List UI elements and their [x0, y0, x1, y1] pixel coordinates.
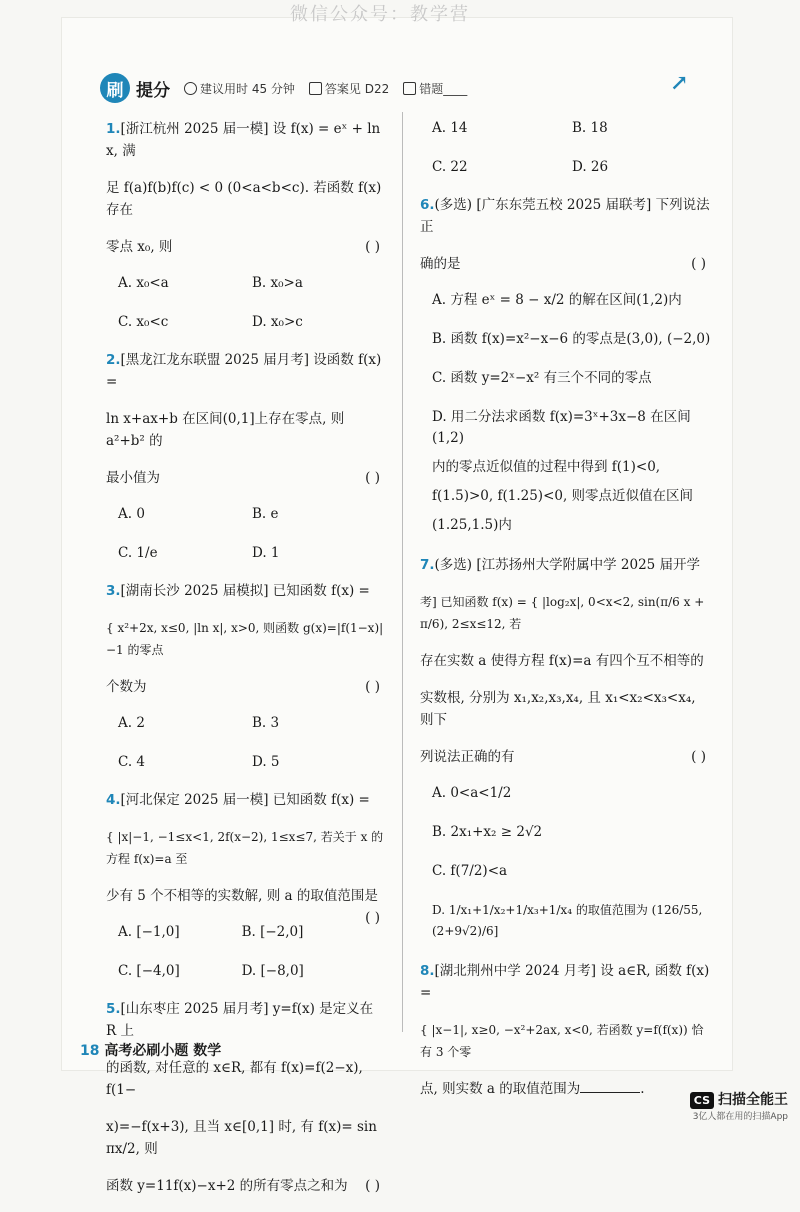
option: D. 1/x₁+1/x₂+1/x₃+1/x₄ 的取值范围为 (126/55, (2+9√2)/6] — [432, 900, 712, 942]
option: A. x₀<a — [118, 273, 252, 294]
question-2: 2.[黑龙江龙东联盟 2025 届月考] 设函数 f(x) = ln x+ax+b 在区间(0,1]上存在零点, 则 a²+b² 的 最小值为 ( ) A. 0 B. e C. 1/e D. 1 — [106, 349, 386, 564]
option: B. 2x₁+x₂ ≥ 2√2 — [432, 822, 712, 843]
option: D. 用二分法求函数 f(x)=3ˣ+3x−8 在区间(1,2) — [432, 407, 712, 449]
question-number: 7. — [420, 557, 435, 573]
option: D. [−8,0] — [242, 961, 366, 982]
option-cont: (1.25,1.5)内 — [432, 515, 712, 536]
scanner-watermark — [690, 1089, 788, 1122]
option: A. 2 — [118, 713, 252, 734]
option: C. 22 — [432, 157, 572, 178]
mistake-count: 错题____ — [403, 80, 467, 97]
question-3: 3.[湖南长沙 2025 届模拟] 已知函数 f(x) = { x²+2x, x≤0, |ln x|, x>0, 则函数 g(x)=|f(1−x)|−1 的零点 个数为 ( ) A. 2 B. 3 C. 4 D. 5 — [106, 580, 386, 773]
answer-blank — [580, 1078, 640, 1093]
right-column — [420, 118, 712, 1115]
time-suggestion: 建议用时 45 分钟 — [184, 80, 295, 97]
pen-icon — [403, 82, 416, 95]
options — [118, 713, 386, 773]
question-number: 1. — [106, 121, 121, 137]
question-8: 8.[湖北荆州中学 2024 月考] 设 a∈R, 函数 f(x) = { |x−1|, x≥0, −x²+2ax, x<0, 若函数 y=f(f(x)) 恰有 3 个零 点, 则实数 a 的取值范围为 . — [420, 960, 712, 1100]
subject: 数学 — [193, 1043, 221, 1059]
option: C. 4 — [118, 752, 252, 773]
question-number: 2. — [106, 352, 121, 368]
question-number: 8. — [420, 963, 435, 979]
options — [118, 504, 386, 564]
option-cont: 内的零点近似值的过程中得到 f(1)<0, — [432, 457, 712, 478]
scanner-logo-icon: CS — [690, 1092, 714, 1109]
option: B. e — [252, 504, 386, 525]
answer-paren: ( ) — [691, 253, 706, 275]
option: B. 函数 f(x)=x²−x−6 的零点是(3,0), (−2,0) — [432, 329, 712, 350]
question-1: 1.[浙江杭州 2025 届一模] 设 f(x) = eˣ + ln x, 满 足 f(a)f(b)f(c) < 0 (0<a<b<c). 若函数 f(x) 存在 零点 x₀, 则 ( ) A. x₀<a B. x₀>a C. x₀<c D. x₀>c — [106, 118, 386, 333]
question-number: 4. — [106, 792, 121, 808]
page-footer — [80, 1040, 221, 1060]
clock-icon — [184, 82, 197, 95]
options — [118, 922, 365, 982]
option: D. 5 — [252, 752, 386, 773]
option: B. 18 — [572, 118, 712, 139]
brush-badge: 刷 — [100, 73, 130, 103]
corner-logo-icon: ↗ — [670, 70, 704, 100]
page-number: 18 — [80, 1043, 99, 1059]
scanner-tagline: 3亿人都在用的扫描App — [690, 1109, 788, 1122]
column-divider — [402, 112, 403, 1032]
option: C. f(7/2)<a — [432, 861, 712, 882]
answer-paren: ( ) — [365, 676, 380, 698]
option: C. x₀<c — [118, 312, 252, 333]
watermark: 微信公众号：教学营 — [290, 0, 470, 26]
option: A. [−1,0] — [118, 922, 242, 943]
option: A. 0 — [118, 504, 252, 525]
question-7: 7.(多选) [江苏扬州大学附属中学 2025 届开学 考] 已知函数 f(x) = { |log₂x|, 0<x<2, sin(π/6 x + π/6), 2≤x≤12, 若 存在实数 a 使得方程 f(x)=a 有四个互不相等的 实数根, 分别为 x₁,x₂,x₃,x₄, 且 x₁<x₂<x₃<x₄, 则下 列说法正确的有 ( ) A. 0<a<1/2 B. 2x₁+x₂ ≥ 2√2 C. f(7/2)<a D. 1/x₁+1/x₂+1/x₃+1/x₄ 的取值范围为 (126/55, (2+9√2)/6] — [420, 554, 712, 942]
question-number: 5. — [106, 1001, 121, 1017]
section-header — [100, 72, 700, 104]
answer-paren: ( ) — [365, 907, 380, 929]
answer-paren: ( ) — [691, 746, 706, 768]
answer-paren: ( ) — [365, 236, 380, 258]
options — [118, 273, 386, 333]
option: A. 方程 eˣ = 8 − x/2 的解在区间(1,2)内 — [432, 290, 712, 311]
option: B. [−2,0] — [242, 922, 366, 943]
answer-paren: ( ) — [365, 467, 380, 489]
question-4: 4.[河北保定 2025 届一模] 已知函数 f(x) = { |x|−1, −1≤x<1, 2f(x−2), 1≤x≤7, 若关于 x 的方程 f(x)=a 至 少有 5 个不相等的实数解, 则 a 的取值范围是 ( ) A. [−1,0] B. [−2,0] C. [−4,0] D. [−8,0] — [106, 789, 386, 982]
question-6: 6.(多选) [广东东莞五校 2025 届联考] 下列说法正 确的是 ( ) A. 方程 eˣ = 8 − x/2 的解在区间(1,2)内 B. 函数 f(x)=x²−x−6 的零点是(3,0), (−2,0) C. 函数 y=2ˣ−x² 有三个不同的零点 D. 用二分法求函数 f(x)=3ˣ+3x−8 在区间(1,2) 内的零点近似值的过程中得到 f(1)<0, f(1.5)>0, f(1.25)<0, 则零点近似值在区间 (1.25,1.5)内 — [420, 194, 712, 536]
section-title: 提分 — [136, 76, 170, 101]
book-title: 高考必刷小题 — [104, 1043, 188, 1059]
book-icon — [309, 82, 322, 95]
answer-paren: ( ) — [365, 1175, 380, 1197]
question-number: 3. — [106, 583, 121, 599]
question-number: 6. — [420, 197, 435, 213]
option: B. 3 — [252, 713, 386, 734]
answer-ref: 答案见 D22 — [309, 80, 389, 97]
option: B. x₀>a — [252, 273, 386, 294]
question-5: 5.[山东枣庄 2025 届月考] y=f(x) 是定义在 R 上 的函数, 对任意的 x∈R, 都有 f(x)=f(2−x), f(1− x)=−f(x+3), 且当 x∈[0,1] 时, 有 f(x)= sin πx/2, 则 函数 y=11f(x)−x+2 的所有零点之和为 ( ) — [106, 998, 386, 1197]
option: A. 14 — [432, 118, 572, 139]
q5-options — [432, 118, 712, 178]
option: D. x₀>c — [252, 312, 386, 333]
option: C. 1/e — [118, 543, 252, 564]
option: C. 函数 y=2ˣ−x² 有三个不同的零点 — [432, 368, 712, 389]
option: D. 1 — [252, 543, 386, 564]
option: C. [−4,0] — [118, 961, 242, 982]
scanner-name: 扫描全能王 — [718, 1092, 788, 1108]
option-cont: f(1.5)>0, f(1.25)<0, 则零点近似值在区间 — [432, 486, 712, 507]
option: D. 26 — [572, 157, 712, 178]
option: A. 0<a<1/2 — [432, 783, 712, 804]
